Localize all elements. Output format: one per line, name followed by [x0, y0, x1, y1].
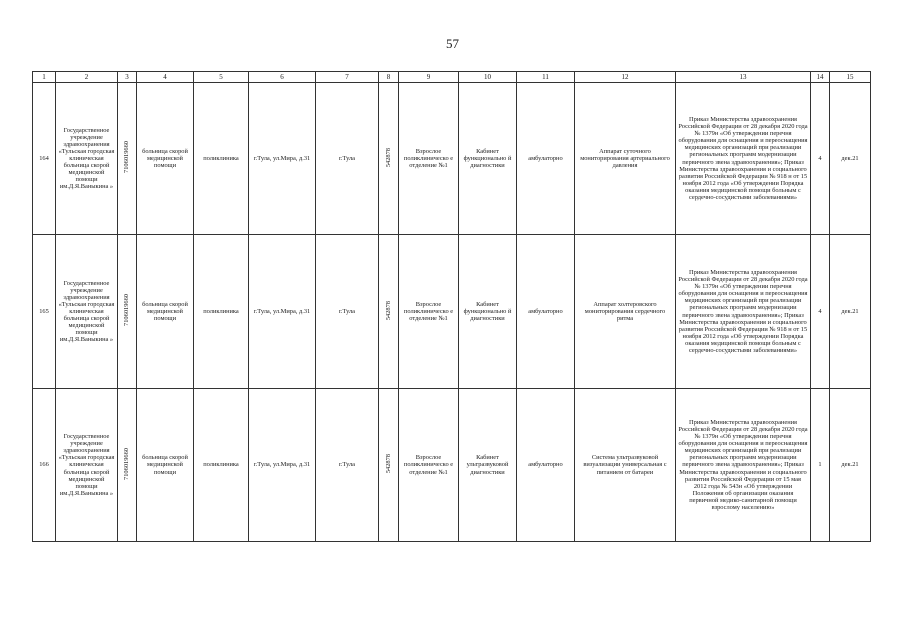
department: поликлиника — [194, 83, 249, 235]
unit: Взрослое поликлиническо е отделение №1 — [399, 235, 459, 389]
organization-type: больница скорой медицинской помощи — [137, 83, 194, 235]
care-form: амбулаторно — [517, 235, 575, 389]
organization-name: Государственное учреждение здравоохранения «Тульская городская клиническая больница скорой медицинской помощи им.Д.Я.Ваныкина » — [56, 389, 118, 542]
header-cell: 4 — [137, 72, 194, 83]
row-number: 166 — [33, 389, 56, 542]
header-cell: 11 — [517, 72, 575, 83]
address: г.Тула, ул.Мира, д.31 — [249, 83, 316, 235]
header-cell: 2 — [56, 72, 118, 83]
equipment: Система ультразвуковой визуализации универсальная с питанием от батареи — [575, 389, 676, 542]
header-cell: 10 — [459, 72, 517, 83]
code-cell — [379, 389, 399, 542]
equipment-table — [32, 71, 871, 542]
header-row — [33, 72, 871, 83]
room: Кабинет ультразвуковой диагностики — [459, 389, 517, 542]
organization-name: Государственное учреждение здравоохранения «Тульская городская клиническая больница скорой медицинской помощи им.Д.Я.Ваныкина » — [56, 83, 118, 235]
inn-cell — [118, 389, 137, 542]
code-value: 542878 — [384, 300, 392, 321]
deadline: дек.21 — [830, 83, 871, 235]
room: Кабинет функционально й диагностики — [459, 235, 517, 389]
department: поликлиника — [194, 389, 249, 542]
inn-cell — [118, 83, 137, 235]
department: поликлиника — [194, 235, 249, 389]
header-cell: 3 — [118, 72, 137, 83]
header-cell: 8 — [379, 72, 399, 83]
quantity: 1 — [811, 389, 830, 542]
unit: Взрослое поликлиническо е отделение №1 — [399, 83, 459, 235]
inn-value: 7106019660 — [123, 141, 131, 174]
city: г.Тула — [316, 235, 379, 389]
organization-type: больница скорой медицинской помощи — [137, 235, 194, 389]
legal-basis: Приказ Министерства здравоохранения Российской Федерации от 28 декабря 2020 года № 1379н «Об утверждении перечня оборудования для оснащения и переоснащения медицинских организаций при реализации региональных программ модернизации первичного звена здравоохранения»; Приказ Министерства здравоохранения и социального развития Российской Федерации № 918 н от 15 ноября 2012 года «Об утверждении Порядка оказания медицинской помощи больным с сердечно-сосудистыми заболеваниями» — [676, 235, 811, 389]
care-form: амбулаторно — [517, 83, 575, 235]
table-row — [33, 389, 871, 542]
row-number: 165 — [33, 235, 56, 389]
inn-value: 7106019660 — [123, 447, 131, 480]
code-cell — [379, 235, 399, 389]
table-row — [33, 83, 871, 235]
header-cell: 12 — [575, 72, 676, 83]
deadline: дек.21 — [830, 389, 871, 542]
code-value: 542878 — [384, 454, 392, 474]
city: г.Тула — [316, 389, 379, 542]
organization-name: Государственное учреждение здравоохранения «Тульская городская клиническая больница скорой медицинской помощи им.Д.Я.Ваныкина » — [56, 235, 118, 389]
quantity: 4 — [811, 235, 830, 389]
address: г.Тула, ул.Мира, д.31 — [249, 389, 316, 542]
care-form: амбулаторно — [517, 389, 575, 542]
code-cell — [379, 83, 399, 235]
inn-value: 7106019660 — [123, 294, 131, 327]
legal-basis: Приказ Министерства здравоохранения Российской Федерации от 28 декабря 2020 года № 1379н «Об утверждении перечня оборудования для оснащения и переоснащения медицинских организаций при реализации региональных программ модернизации первичного звена здравоохранения»; Приказ Министерства здравоохранения и социального развития Российской Федерации № 918 н от 15 ноября 2012 года «Об утверждении Порядка оказания медицинской помощи больным с сердечно-сосудистыми заболеваниями» — [676, 83, 811, 235]
unit: Взрослое поликлиническо е отделение №1 — [399, 389, 459, 542]
quantity: 4 — [811, 83, 830, 235]
legal-basis: Приказ Министерства здравоохранения Российской Федерации от 28 декабря 2020 года № 1379н «Об утверждении перечня оборудования для оснащения и переоснащения медицинских организаций при реализации региональных программ модернизации первичного звена здравоохранения»; Приказ Министерства здравоохранения и социального развития Российской Федерации от 15 мая 2012 года № 543н «Об утверждении Положения об организации оказания первичной медико-санитарной помощи взрослому населению» — [676, 389, 811, 542]
header-cell: 9 — [399, 72, 459, 83]
inn-cell — [118, 235, 137, 389]
equipment: Аппарат холтеровского мониторирования сердечного ритма — [575, 235, 676, 389]
code-value: 542878 — [384, 147, 392, 168]
header-cell: 14 — [811, 72, 830, 83]
header-cell: 7 — [316, 72, 379, 83]
header-cell: 15 — [830, 72, 871, 83]
page-number: 57 — [446, 36, 459, 51]
header-cell: 13 — [676, 72, 811, 83]
row-number: 164 — [33, 83, 56, 235]
deadline: дек.21 — [830, 235, 871, 389]
table-row — [33, 235, 871, 389]
header-cell: 6 — [249, 72, 316, 83]
equipment: Аппарат суточного мониторирования артериального давления — [575, 83, 676, 235]
address: г.Тула, ул.Мира, д.31 — [249, 235, 316, 389]
header-cell: 1 — [33, 72, 56, 83]
header-cell: 5 — [194, 72, 249, 83]
room: Кабинет функционально й диагностики — [459, 83, 517, 235]
city: г.Тула — [316, 83, 379, 235]
organization-type: больница скорой медицинской помощи — [137, 389, 194, 542]
